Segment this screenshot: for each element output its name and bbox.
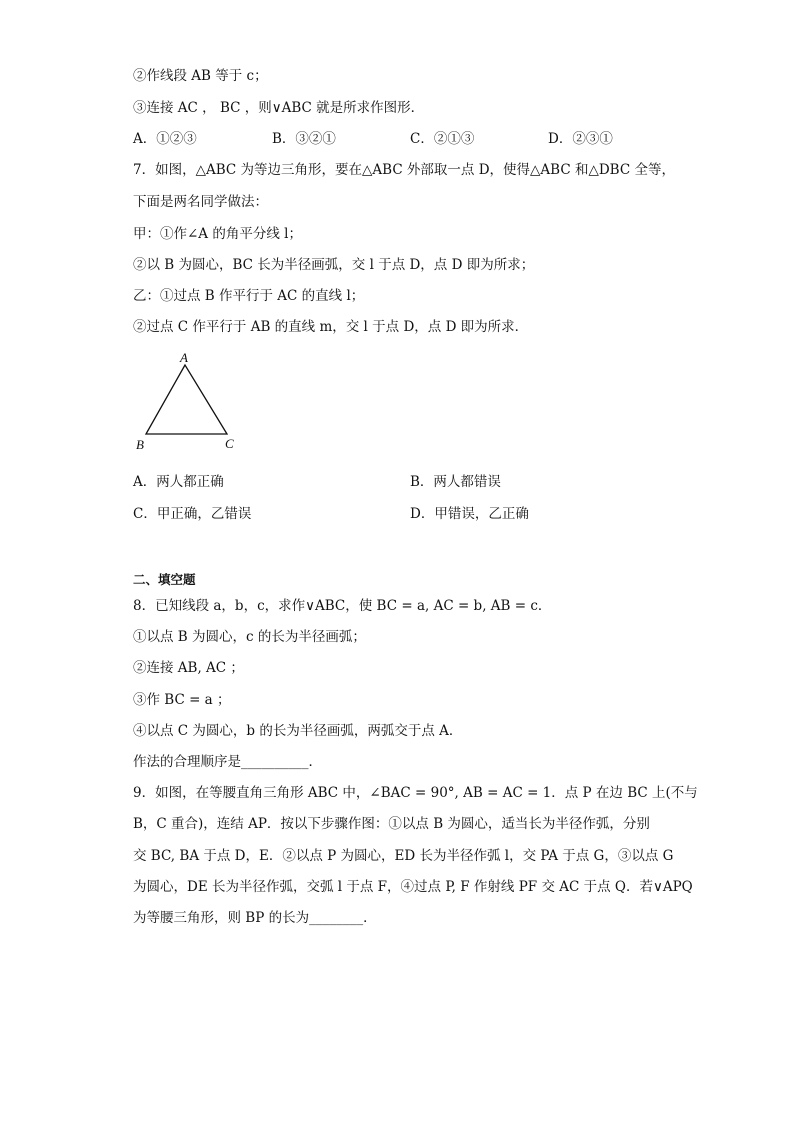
section-heading-fill-in: 二、填空题	[133, 572, 196, 587]
q8-step-4: ④以点 C 为圆心，b 的长为半径画弧，两弧交于点 A．	[133, 723, 463, 739]
q7-yi-step-2: ②过点 C 作平行于 AB 的直线 m，交 l 于点 D，点 D 即为所求．	[133, 319, 529, 335]
q8-answer-prompt: 作法的合理顺序是__________．	[133, 754, 322, 770]
q6-step-3: ③连接 AC ， BC ，则∨ABC 就是所求作图形．	[133, 100, 425, 116]
vertex-label-c: C	[225, 436, 234, 451]
q9-line-3: 交 BC, BA 于点 D，E．②以点 P 为圆心，ED 长为半径作弧 l，交 PA 于点 G，③以点 G	[133, 848, 674, 864]
q9-line-5: 为等腰三角形，则 BP 的长为________．	[133, 910, 377, 926]
q7-option-a[interactable]: A．两人都正确	[133, 474, 224, 490]
q6-option-d[interactable]: D．②③①	[548, 131, 613, 147]
q9-line-2: B，C 重合)，连结 AP．按以下步骤作图：①以点 B 为圆心，适当长为半径作弧，分别	[133, 816, 650, 832]
q7-option-d[interactable]: D．甲错误，乙正确	[410, 506, 529, 522]
q9-line-4: 为圆心，DE 长为半径作弧，交弧 l 于点 F，④过点 P, F 作射线 PF 交 AC 于点 Q．若∨APQ	[133, 879, 693, 895]
q6-option-b[interactable]: B．③②①	[272, 131, 336, 147]
equilateral-triangle	[146, 365, 227, 434]
q7-stem-line-2: 下面是两名同学做法：	[133, 194, 268, 210]
q8-step-2: ②连接 AB, AC ；	[133, 660, 244, 676]
q6-option-a[interactable]: A．①②③	[133, 131, 197, 147]
q7-option-c[interactable]: C．甲正确，乙错误	[133, 506, 252, 522]
q7-yi-step-1: 乙：①过点 B 作平行于 AC 的直线 l；	[133, 288, 365, 304]
q7-jia-step-1: 甲：①作∠A 的角平分线 l；	[133, 226, 302, 242]
q8-stem: 8．已知线段 a，b，c，求作∨ABC，使 BC = a, AC = b, AB = c．	[133, 598, 552, 614]
q7-triangle-figure	[130, 350, 250, 455]
q6-step-2: ②作线段 AB 等于 c；	[133, 68, 268, 84]
q7-stem-line-1: 7．如图，△ABC 为等边三角形，要在△ABC 外部取一点 D，使得△ABC 和△DBC 全等，	[133, 162, 675, 178]
q7-option-b[interactable]: B．两人都错误	[410, 474, 501, 490]
q7-jia-step-2: ②以 B 为圆心，BC 长为半径画弧，交 l 于点 D，点 D 即为所求；	[133, 257, 535, 273]
q8-step-1: ①以点 B 为圆心，c 的长为半径画弧；	[133, 629, 366, 645]
q6-option-c[interactable]: C．②①③	[410, 131, 475, 147]
vertex-label-a: A	[180, 350, 188, 365]
q9-line-1: 9．如图，在等腰直角三角形 ABC 中，∠BAC = 90°, AB = AC = 1．点 P 在边 BC 上(不与	[133, 785, 698, 801]
vertex-label-b: B	[136, 437, 144, 452]
q8-step-3: ③作 BC = a ；	[133, 692, 231, 708]
